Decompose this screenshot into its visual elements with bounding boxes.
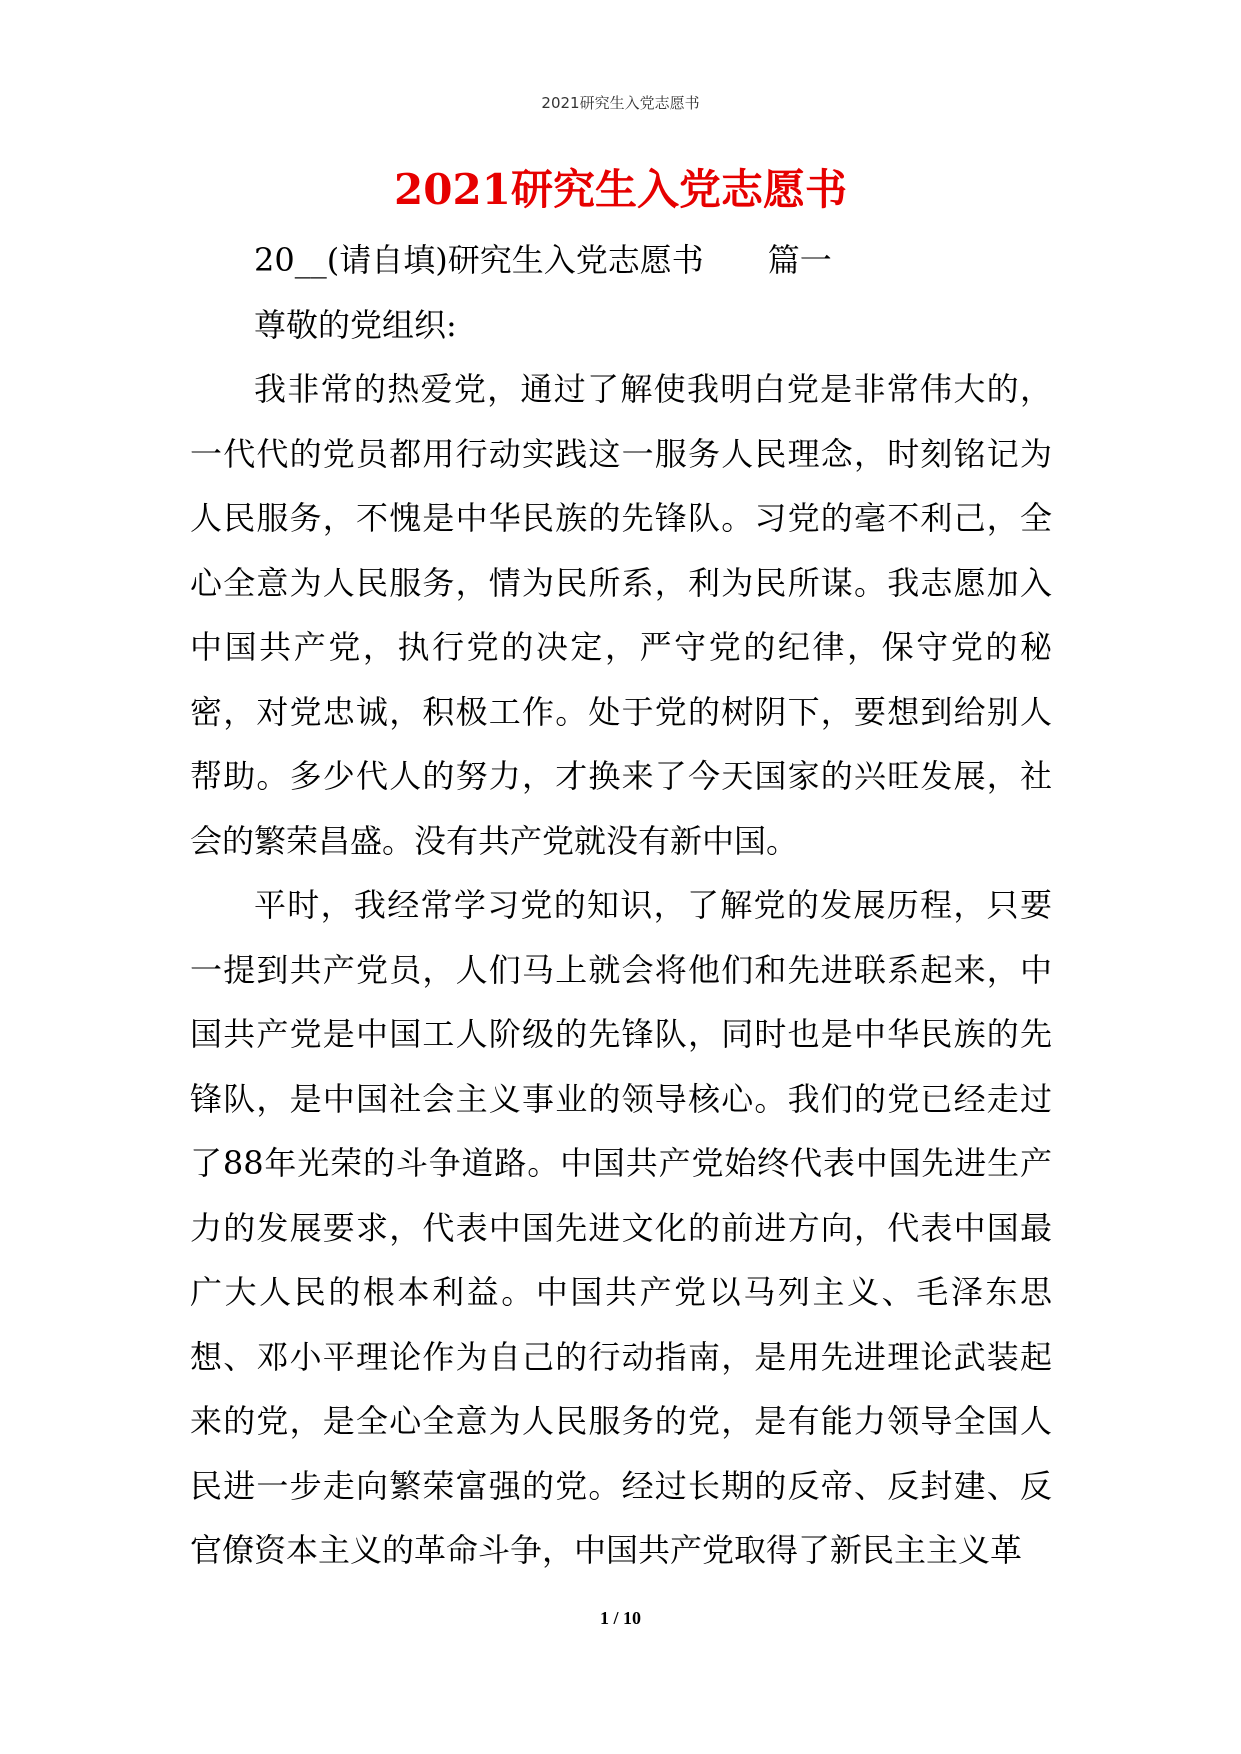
sub-heading-main: 20__(请自填)研究生入党志愿书 xyxy=(254,241,704,279)
document-body xyxy=(190,228,1052,1583)
running-header: 2021研究生入党志愿书 xyxy=(541,94,700,112)
document-title: 2021研究生入党志愿书 xyxy=(394,165,847,214)
paragraph-2: 平时，我经常学习党的知识，了解党的发展历程，只要一提到共产党员，人们马上就会将他们和先进联系起来，中国共产党是中国工人阶级的先锋队，同时也是中华民族的先锋队，是中国社会主义事业的领导核心。我们的党已经走过了88年光荣的斗争道路。中国共产党始终代表中国先进生产力的发展要求，代表中国先进文化的前进方向，代表中国最广大人民的根本利益。中国共产党以马列主义、毛泽东思想、邓小平理论作为自己的行动指南，是用先进理论武装起来的党，是全心全意为人民服务的党，是有能力领导全国人民进一步走向繁荣富强的党。经过长期的反帝、反封建、反官僚资本主义的革命斗争，中国共产党取得了新民主主义革 xyxy=(190,886,1052,1569)
page-number: 1 / 10 xyxy=(599,1608,641,1628)
sub-heading xyxy=(190,228,1052,293)
paragraph-1: 我非常的热爱党，通过了解使我明白党是非常伟大的，一代代的党员都用行动实践这一服务人民理念，时刻铭记为人民服务，不愧是中华民族的先锋队。习党的毫不利己，全心全意为人民服务，情为民所系，利为民所谋。我志愿加入中国共产党，执行党的决定，严守党的纪律，保守党的秘密，对党忠诚，积极工作。处于党的树阴下，要想到给别人帮助。多少代人的努力，才换来了今天国家的兴旺发展，社会的繁荣昌盛。没有共产党就没有新中国。 xyxy=(190,370,1052,860)
salutation: 尊敬的党组织: xyxy=(254,305,457,344)
sub-heading-part: 篇一 xyxy=(767,241,832,279)
